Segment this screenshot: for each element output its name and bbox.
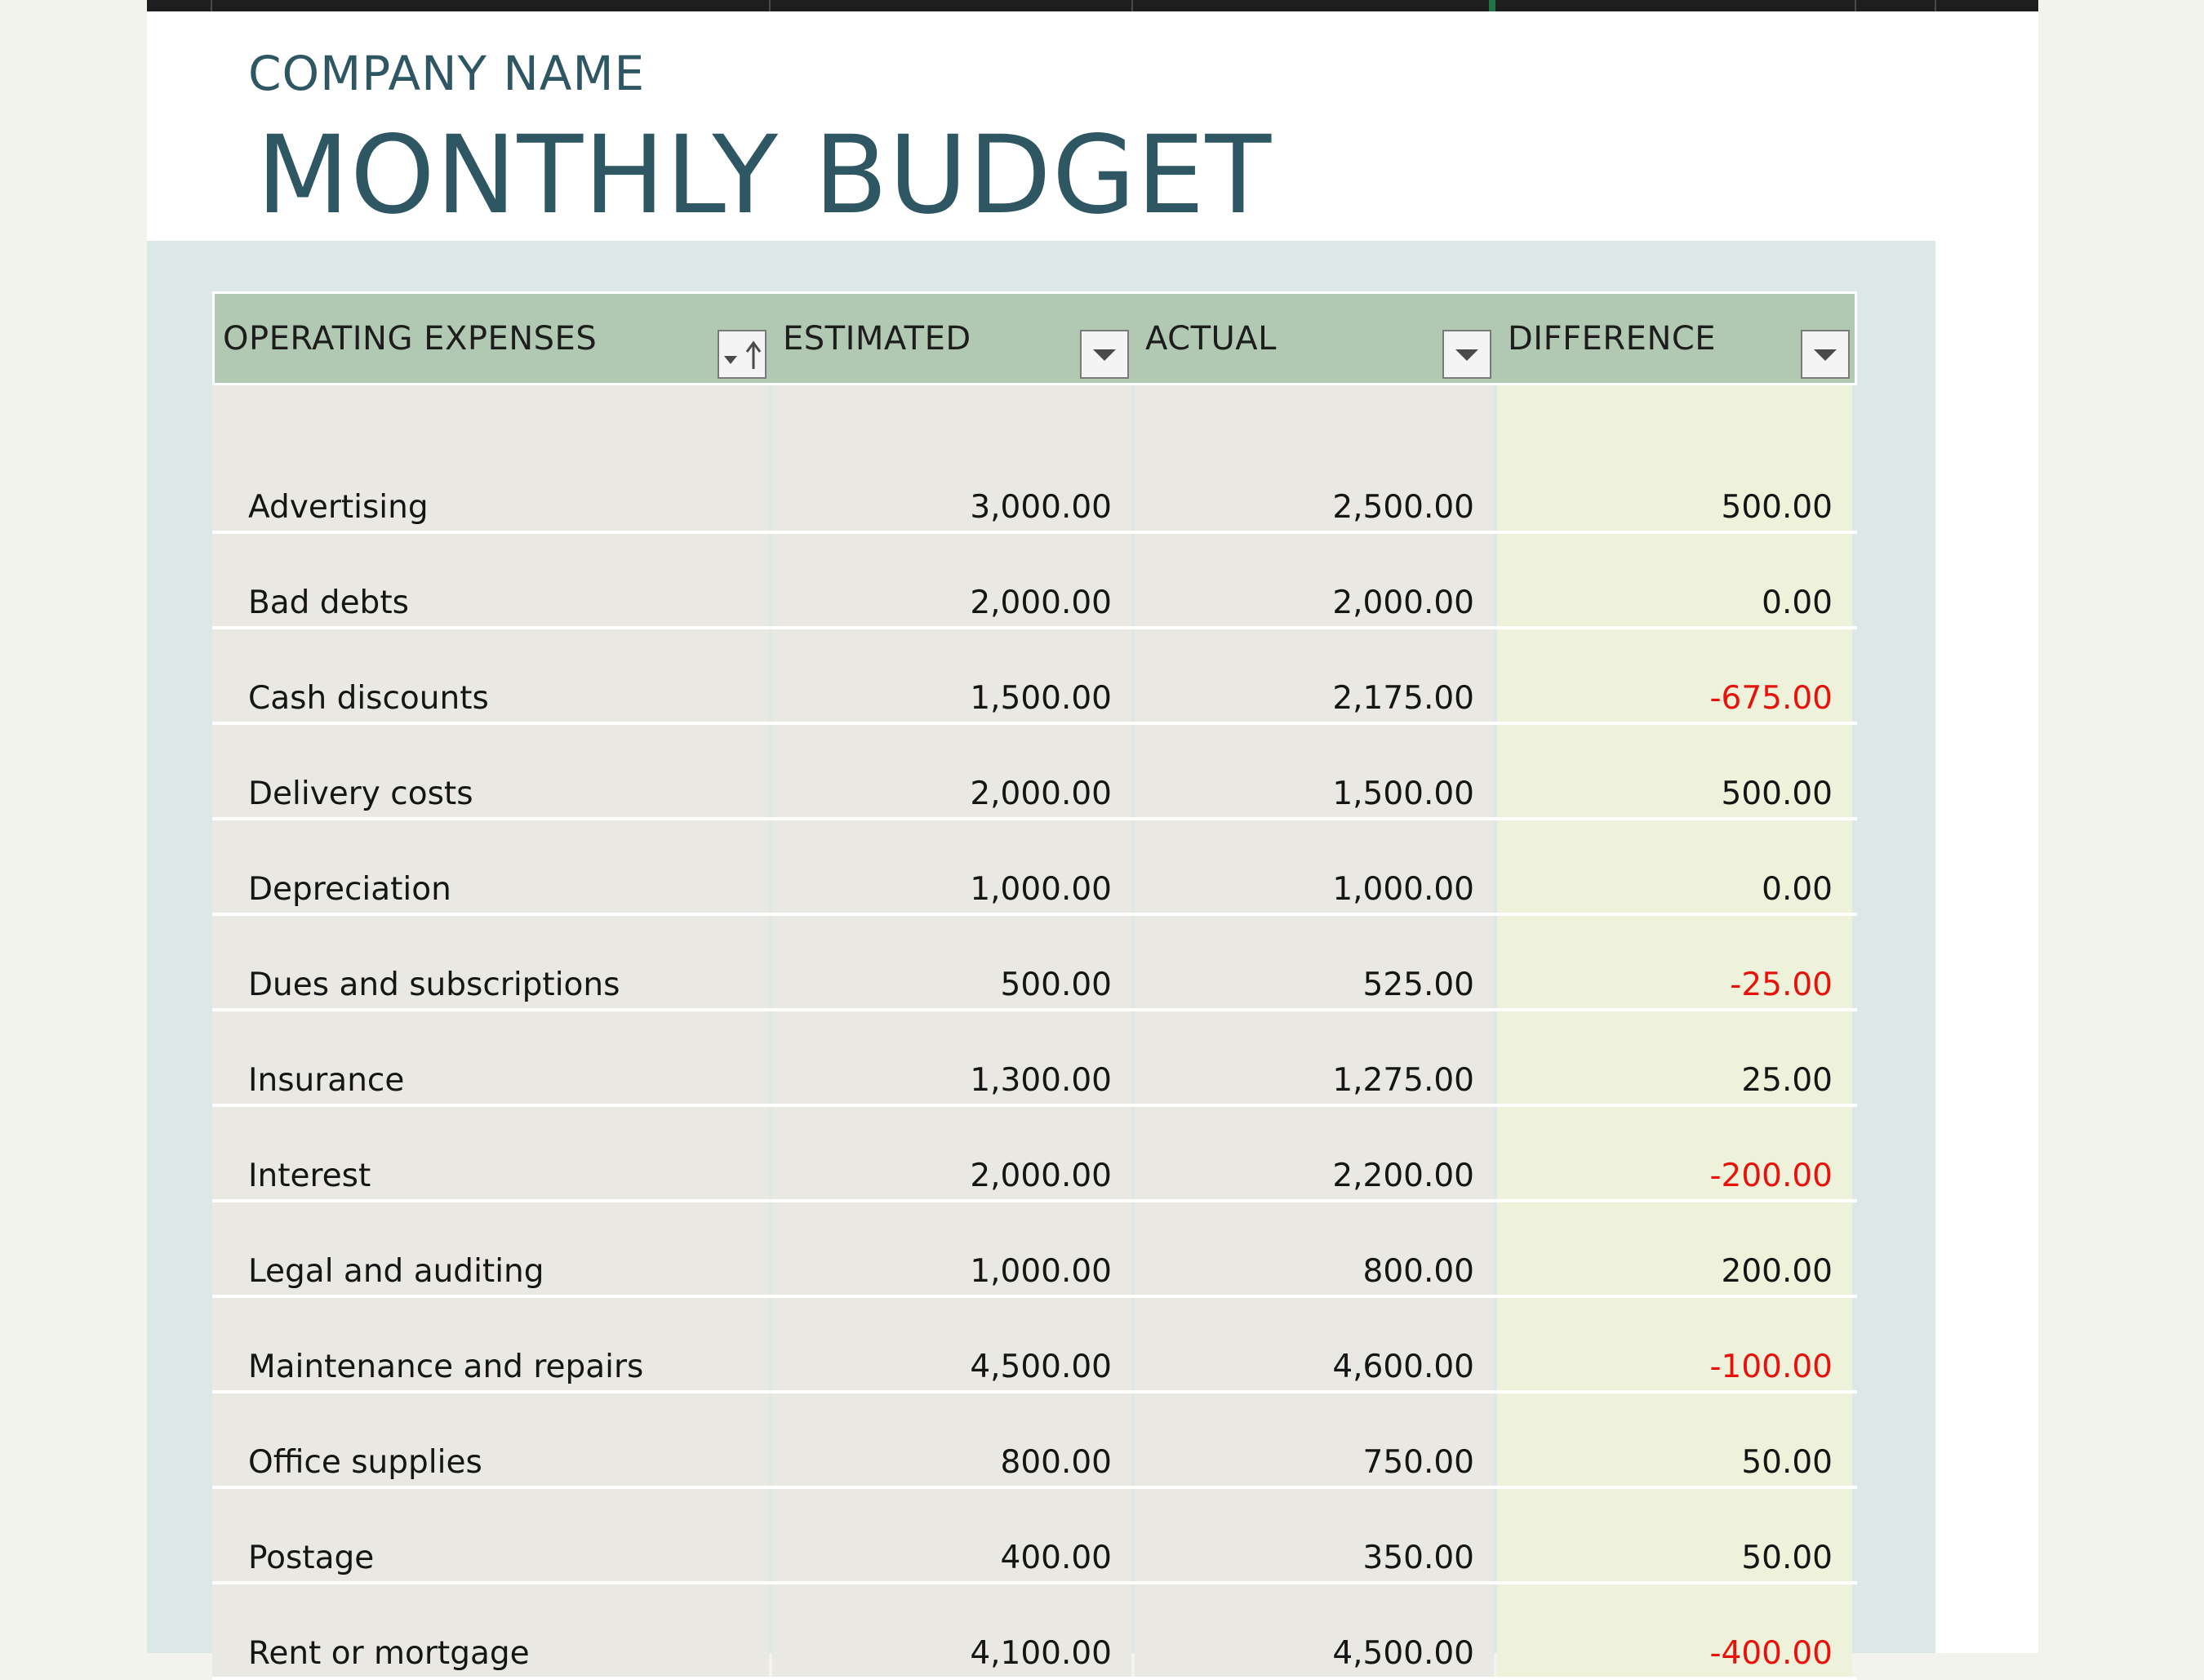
actual-cell-value: 4,500.00 (1332, 1635, 1474, 1672)
expense-cell-value: Dues and subscriptions (248, 967, 620, 1003)
estimated-cell-value: 500.00 (1000, 967, 1112, 1003)
difference-cell-value: 0.00 (1762, 584, 1833, 621)
table-body (212, 385, 1857, 1680)
difference-cell[interactable] (1497, 916, 1852, 1008)
column-header-actual[interactable] (1137, 294, 1496, 383)
table-row (212, 534, 1857, 629)
actual-cell-value: 800.00 (1362, 1253, 1474, 1290)
difference-cell-value: 50.00 (1741, 1444, 1833, 1481)
actual-cell-value: 350.00 (1362, 1540, 1474, 1576)
difference-cell[interactable] (1497, 1584, 1852, 1677)
actual-cell-value: 2,200.00 (1332, 1158, 1474, 1194)
expense-cell[interactable] (212, 629, 769, 722)
sort-ascending-filter-icon[interactable] (718, 330, 767, 379)
difference-cell-value: 0.00 (1762, 871, 1833, 908)
expense-cell-value: Depreciation (248, 871, 451, 908)
worksheet (147, 0, 2038, 1672)
estimated-cell-value: 2,000.00 (970, 1158, 1112, 1194)
page-title[interactable]: MONTHLY BUDGET (256, 113, 1273, 238)
estimated-cell-value: 2,000.00 (970, 776, 1112, 812)
expense-cell[interactable] (212, 1489, 769, 1581)
difference-cell[interactable] (1497, 629, 1852, 722)
actual-cell[interactable] (1135, 1393, 1494, 1486)
expense-cell[interactable] (212, 1011, 769, 1104)
estimated-cell-value: 4,100.00 (970, 1635, 1112, 1672)
actual-cell-value: 2,500.00 (1332, 489, 1474, 526)
estimated-cell[interactable] (772, 629, 1131, 722)
expense-cell-value: Cash discounts (248, 680, 489, 717)
actual-cell[interactable] (1135, 1107, 1494, 1199)
expense-cell[interactable] (212, 725, 769, 817)
expense-cell-value: Postage (248, 1540, 375, 1576)
expense-cell-value: Bad debts (248, 584, 409, 621)
difference-cell-value: -200.00 (1709, 1158, 1833, 1194)
actual-cell-value: 2,175.00 (1332, 680, 1474, 717)
difference-cell-value: -400.00 (1709, 1635, 1833, 1672)
estimated-cell[interactable] (772, 725, 1131, 817)
table-row (212, 1107, 1857, 1202)
actual-cell-value: 4,600.00 (1332, 1349, 1474, 1385)
estimated-cell-value: 1,300.00 (970, 1062, 1112, 1099)
difference-cell[interactable] (1497, 534, 1852, 626)
expense-cell[interactable] (212, 916, 769, 1008)
budget-panel (147, 241, 1935, 1672)
expense-cell-value: Advertising (248, 489, 429, 526)
estimated-cell-value: 4,500.00 (970, 1349, 1112, 1385)
expense-cell-value: Interest (248, 1158, 371, 1194)
actual-cell[interactable] (1135, 629, 1494, 722)
company-name[interactable]: COMPANY NAME (248, 46, 646, 101)
actual-cell[interactable] (1135, 725, 1494, 817)
table-row (212, 1489, 1857, 1584)
difference-cell-value: 200.00 (1721, 1253, 1833, 1290)
actual-cell[interactable] (1135, 1489, 1494, 1581)
dropdown-filter-icon[interactable] (1080, 330, 1129, 379)
difference-cell-value: -675.00 (1709, 680, 1833, 717)
table-row (212, 916, 1857, 1011)
difference-cell-value: -100.00 (1709, 1349, 1833, 1385)
expense-cell-value: Office supplies (248, 1444, 482, 1481)
estimated-cell[interactable] (772, 534, 1131, 626)
operating-expenses-table (212, 291, 1857, 1680)
estimated-cell-value: 1,000.00 (970, 871, 1112, 908)
estimated-cell[interactable] (772, 1584, 1131, 1677)
table-row (212, 725, 1857, 820)
difference-cell[interactable] (1497, 725, 1852, 817)
difference-cell-value: 500.00 (1721, 489, 1833, 526)
table-row (212, 1011, 1857, 1107)
expense-cell[interactable] (212, 1298, 769, 1390)
expense-cell-value: Rent or mortgage (248, 1635, 530, 1672)
column-header-label: ESTIMATED (783, 320, 971, 358)
difference-cell[interactable] (1497, 1393, 1852, 1486)
difference-cell[interactable] (1497, 1489, 1852, 1581)
table-row (212, 820, 1857, 916)
dropdown-filter-icon[interactable] (1801, 330, 1850, 379)
expense-cell[interactable] (212, 1584, 769, 1677)
difference-cell[interactable] (1497, 385, 1852, 531)
actual-cell[interactable] (1135, 820, 1494, 913)
estimated-cell[interactable] (772, 1393, 1131, 1486)
estimated-cell[interactable] (772, 916, 1131, 1008)
estimated-cell-value: 3,000.00 (970, 489, 1112, 526)
expense-cell[interactable] (212, 1393, 769, 1486)
column-header-label: OPERATING EXPENSES (223, 320, 598, 358)
actual-cell[interactable] (1135, 534, 1494, 626)
actual-cell-value: 2,000.00 (1332, 584, 1474, 621)
difference-cell-value: 50.00 (1741, 1540, 1833, 1576)
actual-cell[interactable] (1135, 1011, 1494, 1104)
column-header-label: ACTUAL (1145, 320, 1277, 358)
expense-cell[interactable] (212, 820, 769, 913)
column-header-operating-expenses[interactable] (215, 294, 771, 383)
estimated-cell-value: 800.00 (1000, 1444, 1112, 1481)
actual-cell-value: 1,500.00 (1332, 776, 1474, 812)
dropdown-filter-icon[interactable] (1442, 330, 1491, 379)
actual-cell[interactable] (1135, 916, 1494, 1008)
column-header-estimated[interactable] (775, 294, 1134, 383)
table-row (212, 385, 1857, 534)
expense-cell-value: Insurance (248, 1062, 405, 1099)
difference-cell-value: 25.00 (1741, 1062, 1833, 1099)
table-row (212, 1202, 1857, 1298)
actual-cell-value: 750.00 (1362, 1444, 1474, 1481)
estimated-cell[interactable] (772, 1011, 1131, 1104)
estimated-cell-value: 1,500.00 (970, 680, 1112, 717)
actual-cell[interactable] (1135, 1584, 1494, 1677)
expense-cell-value: Maintenance and repairs (248, 1349, 644, 1385)
actual-cell-value: 1,000.00 (1332, 871, 1474, 908)
actual-cell-value: 1,275.00 (1332, 1062, 1474, 1099)
actual-cell[interactable] (1135, 385, 1494, 531)
difference-cell[interactable] (1497, 1011, 1852, 1104)
expense-cell-value: Legal and auditing (248, 1253, 544, 1290)
estimated-cell-value: 400.00 (1000, 1540, 1112, 1576)
estimated-cell[interactable] (772, 1107, 1131, 1199)
column-header-strip (147, 0, 2038, 11)
estimated-cell[interactable] (772, 1298, 1131, 1390)
expense-cell[interactable] (212, 1202, 769, 1295)
estimated-cell-value: 2,000.00 (970, 584, 1112, 621)
expense-cell[interactable] (212, 385, 769, 531)
estimated-cell-value: 1,000.00 (970, 1253, 1112, 1290)
table-row (212, 1584, 1857, 1680)
difference-cell[interactable] (1497, 1202, 1852, 1295)
table-row (212, 1298, 1857, 1393)
expense-cell-value: Delivery costs (248, 776, 473, 812)
table-row (212, 629, 1857, 725)
difference-cell[interactable] (1497, 820, 1852, 913)
column-header-difference[interactable] (1500, 294, 1855, 383)
difference-cell[interactable] (1497, 1298, 1852, 1390)
actual-cell[interactable] (1135, 1202, 1494, 1295)
actual-cell[interactable] (1135, 1298, 1494, 1390)
table-header-row (212, 291, 1857, 385)
actual-cell-value: 525.00 (1362, 967, 1474, 1003)
column-header-label: DIFFERENCE (1508, 320, 1717, 358)
estimated-cell[interactable] (772, 385, 1131, 531)
expense-cell[interactable] (212, 534, 769, 626)
table-row (212, 1393, 1857, 1489)
estimated-cell[interactable] (772, 1202, 1131, 1295)
difference-cell[interactable] (1497, 1107, 1852, 1199)
difference-cell-value: -25.00 (1730, 967, 1833, 1003)
estimated-cell[interactable] (772, 820, 1131, 913)
expense-cell[interactable] (212, 1107, 769, 1199)
active-column-indicator (1489, 0, 1495, 11)
estimated-cell[interactable] (772, 1489, 1131, 1581)
difference-cell-value: 500.00 (1721, 776, 1833, 812)
